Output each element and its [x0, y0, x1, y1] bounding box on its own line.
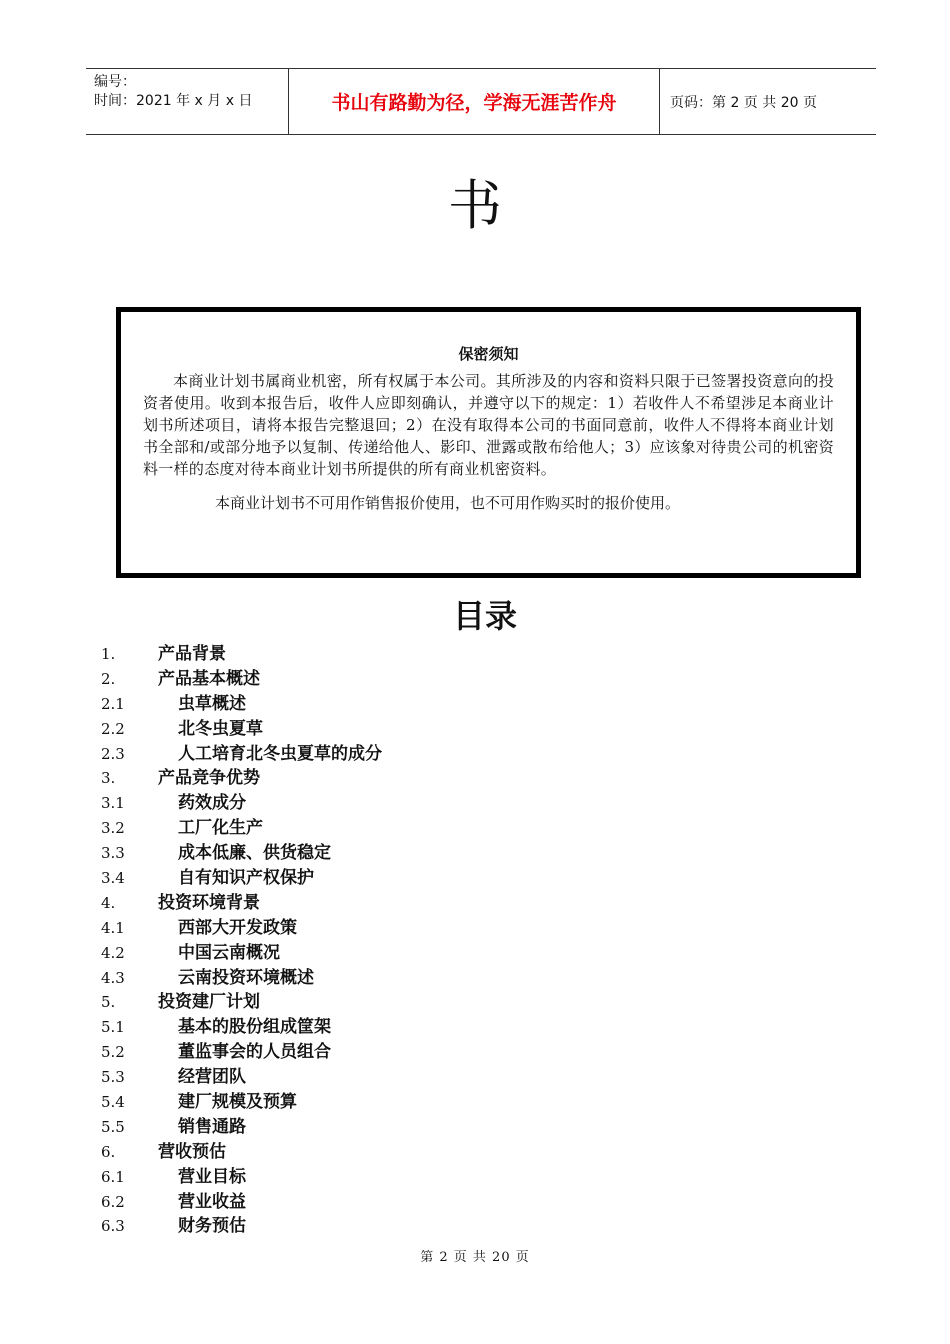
toc-item[interactable]	[101, 791, 701, 816]
toc-item-title: 中国云南概况	[178, 942, 280, 963]
toc-item-number: 5.1	[101, 1018, 125, 1037]
table-of-contents	[101, 642, 701, 1239]
toc-item[interactable]	[101, 742, 701, 767]
toc-item-number: 4.2	[101, 943, 125, 962]
toc-item-number: 2.1	[101, 694, 125, 713]
toc-item[interactable]	[101, 642, 701, 667]
toc-item-title: 工厂化生产	[178, 818, 263, 839]
toc-item[interactable]	[101, 1140, 701, 1165]
toc-item-title: 人工培育北冬虫夏草的成分	[178, 743, 382, 764]
toc-item-number: 2.3	[101, 744, 125, 763]
page-header	[86, 68, 876, 135]
toc-item-title: 成本低廉、供货稳定	[178, 843, 331, 864]
toc-item[interactable]	[101, 1214, 701, 1239]
toc-item-title: 营业收益	[178, 1191, 246, 1212]
toc-item[interactable]	[101, 941, 701, 966]
toc-item-title: 财务预估	[178, 1216, 246, 1237]
toc-item-title: 自有知识产权保护	[178, 868, 314, 889]
toc-item-number: 2.2	[101, 719, 125, 738]
toc-item[interactable]	[101, 1090, 701, 1115]
toc-item[interactable]	[101, 866, 701, 891]
notice-title: 保密须知	[458, 345, 519, 363]
toc-item-number: 5.3	[101, 1068, 125, 1087]
toc-item-number: 6.2	[101, 1192, 125, 1211]
toc-item-number: 3.3	[101, 844, 125, 863]
toc-item-number: 4.3	[101, 968, 125, 987]
toc-item[interactable]	[101, 667, 701, 692]
toc-item[interactable]	[101, 891, 701, 916]
confidentiality-notice	[116, 307, 861, 578]
toc-item-title: 投资建厂计划	[158, 992, 260, 1013]
toc-item-title: 产品基本概述	[158, 668, 260, 689]
toc-item-number: 5.4	[101, 1093, 125, 1112]
toc-item-number: 3.2	[101, 819, 125, 838]
toc-item-title: 北冬虫夏草	[178, 718, 263, 739]
toc-item[interactable]	[101, 766, 701, 791]
toc-item-number: 2.	[101, 669, 116, 688]
notice-body: 本商业计划书属商业机密，所有权属于本公司。其所涉及的内容和资料只限于已签署投资意向的投资者使用。收到本报告后，收件人应即刻确认，并遵守以下的规定：1）若收件人不希望涉足本商业计划书所述项目，请将本报告完整退回；2）在没有取得本公司的书面同意前，收件人不得将本商业计划书全部和/或部分地予以复制、传递给他人、影印、泄露或散布给他人；3）应该象对待贵公司的机密资料一样的态度对待本商业计划书所提供的所有商业机密资料。	[143, 372, 834, 478]
toc-item-title: 销售通路	[178, 1116, 246, 1137]
header-motto: 书山有路勤为径，学海无涯苦作舟	[288, 69, 660, 134]
toc-item-number: 6.3	[101, 1217, 125, 1236]
toc-item[interactable]	[101, 1115, 701, 1140]
toc-item-title: 虫草概述	[178, 693, 246, 714]
number-label: 编号：	[94, 74, 136, 90]
toc-item-number: 3.1	[101, 794, 125, 813]
toc-item[interactable]	[101, 966, 701, 991]
toc-title: 目录	[452, 597, 517, 635]
toc-item[interactable]	[101, 1190, 701, 1215]
header-page-label: 页码：第 2 页 共 20 页	[670, 94, 817, 111]
toc-item-title: 产品竞争优势	[158, 768, 260, 789]
toc-item-title: 董监事会的人员组合	[178, 1042, 331, 1063]
toc-item-number: 1.	[101, 645, 116, 663]
toc-item-number: 4.	[101, 893, 116, 912]
toc-item-title: 投资环境背景	[158, 892, 260, 913]
toc-item[interactable]	[101, 1040, 701, 1065]
toc-item[interactable]	[101, 916, 701, 941]
toc-item[interactable]	[101, 717, 701, 742]
toc-item[interactable]	[101, 1015, 701, 1040]
toc-item-title: 西部大开发政策	[178, 917, 297, 938]
toc-item-title: 产品背景	[158, 644, 226, 664]
document-title: 书	[448, 174, 502, 237]
toc-item-number: 3.	[101, 769, 116, 788]
toc-item-title: 建厂规模及预算	[178, 1092, 297, 1113]
toc-item[interactable]	[101, 841, 701, 866]
toc-item[interactable]	[101, 1165, 701, 1190]
toc-item-number: 3.4	[101, 869, 125, 888]
header-meta	[86, 69, 288, 134]
toc-item-number: 6.1	[101, 1167, 125, 1186]
toc-item[interactable]	[101, 990, 701, 1015]
toc-item-number: 4.1	[101, 918, 125, 937]
time-label: 时间：2021 年 x 月 x 日	[94, 93, 253, 109]
toc-item-title: 经营团队	[178, 1067, 246, 1088]
toc-item-number: 5.	[101, 993, 116, 1012]
toc-item-title: 基本的股份组成筐架	[178, 1017, 331, 1038]
toc-item-title: 营业目标	[178, 1166, 246, 1187]
toc-item-number: 6.	[101, 1142, 116, 1161]
toc-item[interactable]	[101, 692, 701, 717]
toc-item-number: 5.5	[101, 1117, 125, 1136]
toc-item[interactable]	[101, 1065, 701, 1090]
toc-item-title: 云南投资环境概述	[178, 967, 314, 988]
notice-footer: 本商业计划书不可用作销售报价使用，也不可用作购买时的报价使用。	[215, 494, 681, 512]
page-footer: 第 2 页 共 20 页	[420, 1250, 530, 1265]
toc-item-title: 药效成分	[178, 793, 246, 814]
toc-item-number: 5.2	[101, 1043, 125, 1062]
toc-item[interactable]	[101, 816, 701, 841]
toc-item-title: 营收预估	[158, 1141, 226, 1162]
